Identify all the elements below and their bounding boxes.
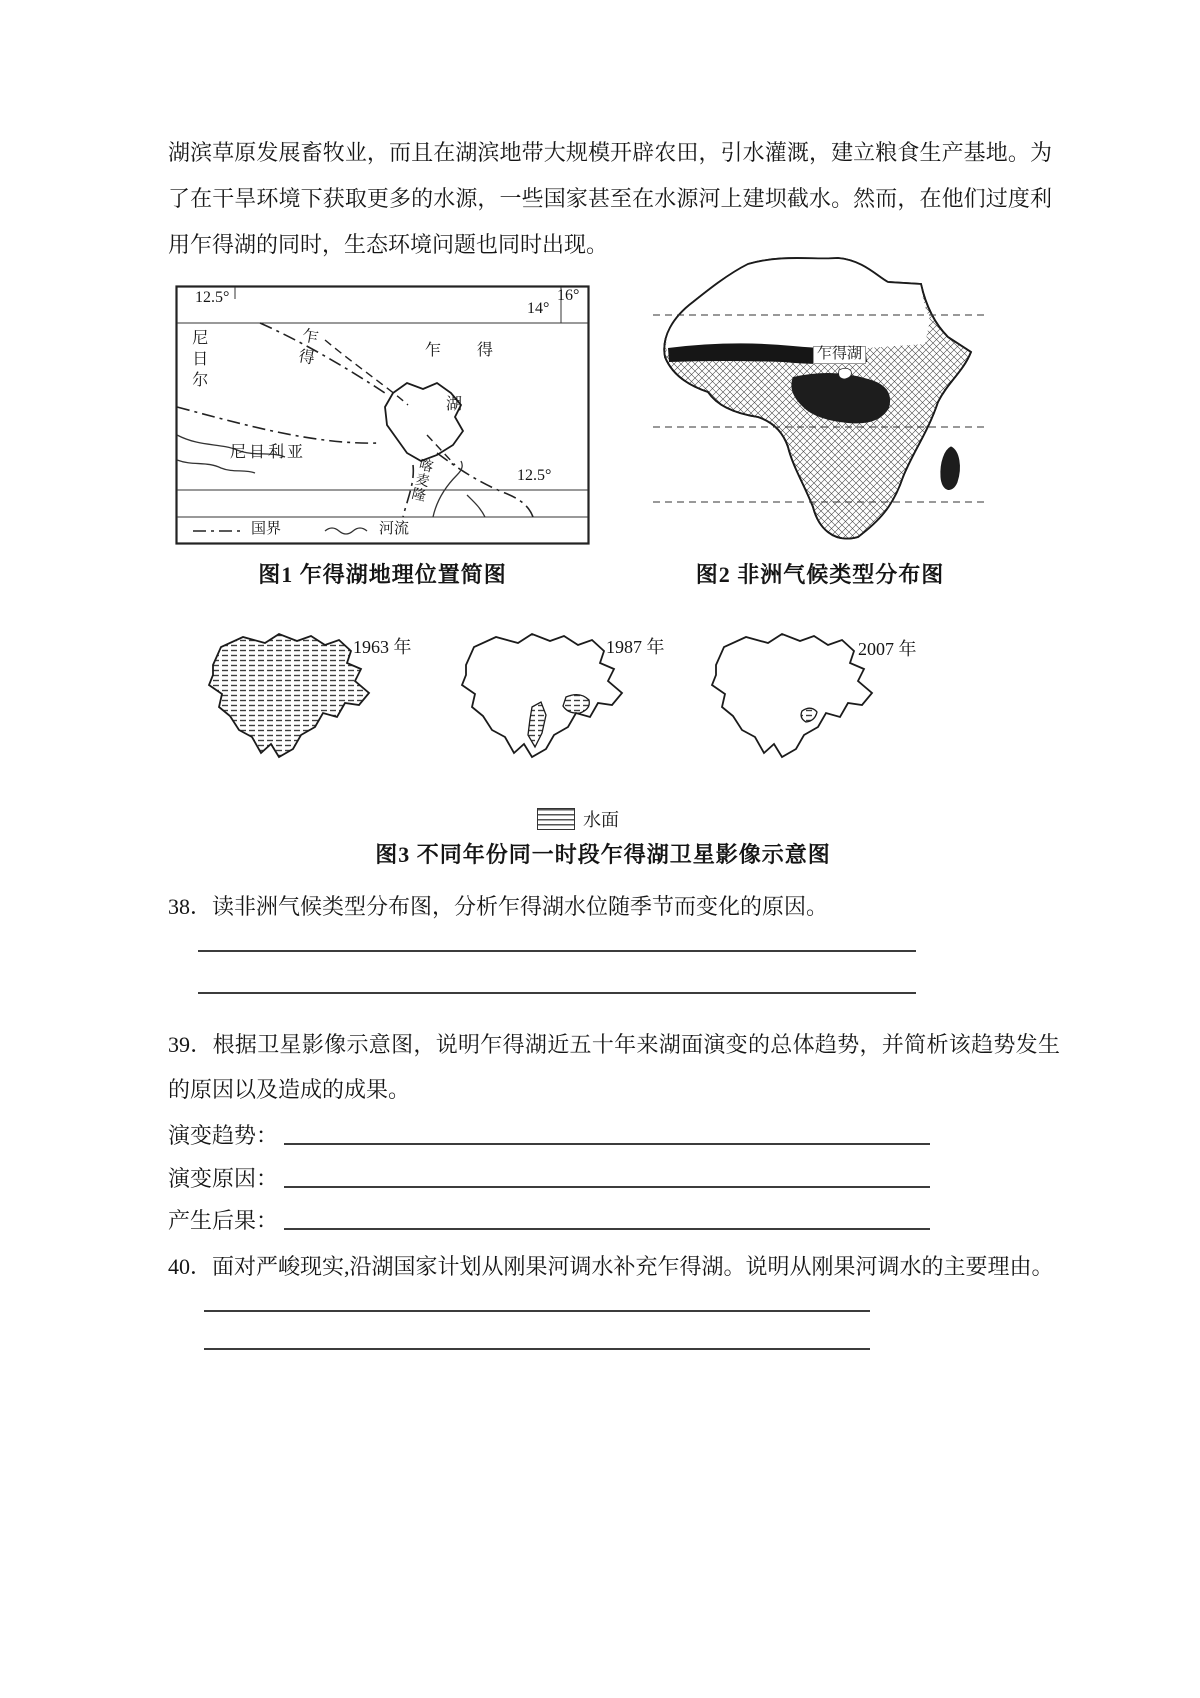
figure3-legend (537, 806, 619, 832)
answer-line-40-1 (204, 1310, 870, 1312)
answer-line-39-reason (284, 1186, 930, 1188)
figure2-africa-map (653, 252, 987, 552)
water-swatch-icon (537, 808, 575, 830)
figure1-caption: 图1 乍得湖地理位置简图 (258, 562, 507, 587)
q39-trend-label: 演变趋势： (168, 1123, 279, 1148)
question-39: 39．根据卫星影像示意图，说明乍得湖近五十年来湖面演变的总体趋势，并简析该趋势发生的原因以及造成的成果。 (168, 1032, 1060, 1103)
figure3-lake-2007 (698, 615, 948, 800)
intro-paragraph: 湖滨草原发展畜牧业，而且在湖滨地带大规模开辟农田，引水灌溉，建立粮食生产基地。为了在干旱环境下获取更多的水源，一些国家甚至在水源河上建坝截水。然而，在他们过度利用乍得湖的同时，生态环境问题也同时出现。 (168, 140, 1052, 258)
q39-result-row (168, 1197, 930, 1235)
q39-result-label: 产生后果： (168, 1208, 279, 1233)
africa-climate-map-drawing (653, 252, 987, 552)
chad-location-map-drawing (175, 285, 590, 545)
question-40: 40．面对严峻现实,沿湖国家计划从刚果河调水补充乍得湖。说明从刚果河调水的主要理由。 (168, 1254, 1054, 1279)
answer-line-38-1 (198, 950, 916, 952)
figure3-lake-1987 (448, 615, 688, 800)
fig1-coord-12-5-bottom: 12.5° (517, 467, 552, 484)
answer-line-39-result (284, 1228, 930, 1230)
question-38: 38．读非洲气候类型分布图，分析乍得湖水位随季节而变化的原因。 (168, 894, 829, 919)
figure2-caption: 图2 非洲气候类型分布图 (695, 562, 945, 587)
fig1-label-cameroon: 喀麦隆 (408, 456, 434, 504)
fig1-label-nigeria: 尼日利亚 (230, 444, 307, 461)
figure1-location-map (175, 285, 590, 545)
fig1-label-chad: 乍得 (294, 325, 319, 371)
fig1-label-lake-line2: 湖 (446, 396, 463, 413)
q39-trend-row (168, 1112, 930, 1150)
q39-reason-row (168, 1155, 930, 1193)
figure3-legend-label: 水面 (583, 810, 619, 830)
answer-line-39-trend (284, 1143, 930, 1145)
fig1-legend-river-label: 河流 (379, 521, 410, 537)
fig1-label-niger: 尼日尔 (189, 329, 207, 392)
figure3-caption: 图3 不同年份同一时段乍得湖卫星影像示意图 (375, 842, 831, 867)
fig1-coord-16: 16° (557, 287, 580, 304)
figure3-lake-1963 (195, 615, 435, 800)
fig1-legend-border-label: 国界 (251, 521, 282, 537)
fig3-year-1987: 1987 年 (606, 637, 665, 657)
fig1-label-lake-line1: 乍 得 (425, 342, 510, 359)
fig1-coord-12-5-top: 12.5° (195, 289, 230, 306)
fig3-year-2007: 2007 年 (858, 639, 917, 659)
fig1-coord-14: 14° (527, 300, 550, 317)
fig2-lake-label: 乍得湖 (813, 346, 866, 364)
q39-reason-label: 演变原因： (168, 1166, 279, 1191)
answer-line-40-2 (204, 1348, 870, 1350)
answer-line-38-2 (198, 992, 916, 994)
fig3-year-1963: 1963 年 (353, 637, 412, 657)
